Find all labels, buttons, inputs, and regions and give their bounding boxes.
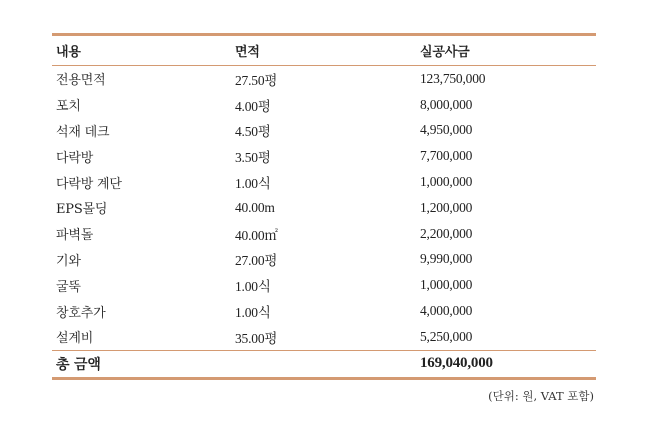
table-row — [52, 143, 596, 169]
table-row — [52, 195, 596, 221]
row-item: 굴뚝 — [56, 279, 81, 295]
row-item: 파벽돌 — [56, 228, 94, 244]
row-item: 창호추가 — [56, 305, 106, 321]
row-item: 포치 — [56, 99, 81, 115]
row-area: 40.00m — [235, 199, 275, 215]
total-row — [52, 351, 596, 377]
total-cost: 169,040,000 — [420, 355, 493, 372]
row-item: 다락방 — [56, 150, 94, 166]
row-item: EPS몰딩 — [56, 202, 108, 218]
row-area: 27.50평 — [235, 72, 278, 88]
row-cost: 7,700,000 — [420, 148, 473, 164]
row-cost: 9,990,000 — [420, 251, 473, 267]
row-area: 27.00평 — [235, 253, 278, 269]
row-item: 전용면적 — [56, 73, 106, 89]
table-bottom-rule — [52, 377, 596, 380]
table-row — [52, 92, 596, 118]
total-label: 총 금액 — [56, 356, 101, 373]
header-area: 면적 — [235, 45, 260, 60]
row-cost: 1,000,000 — [420, 174, 473, 190]
row-item: 다락방 계단 — [56, 176, 122, 192]
row-area: 4.50평 — [235, 124, 271, 140]
table-row — [52, 169, 596, 195]
table-body — [52, 66, 596, 350]
table-row — [52, 118, 596, 144]
row-item: 설계비 — [56, 331, 94, 347]
row-cost: 2,200,000 — [420, 225, 473, 241]
row-cost: 5,250,000 — [420, 328, 473, 344]
unit-note: (단위: 원, VAT 포함) — [488, 389, 594, 403]
row-area: 40.00㎡ — [235, 227, 278, 243]
row-cost: 4,950,000 — [420, 122, 473, 138]
row-cost: 123,750,000 — [420, 70, 486, 86]
row-cost: 4,000,000 — [420, 303, 473, 319]
cost-table — [52, 33, 596, 380]
table-row — [52, 324, 596, 350]
header-cost: 실공사금 — [420, 45, 470, 60]
table-row — [52, 247, 596, 273]
table-row — [52, 66, 596, 92]
row-area: 4.00평 — [235, 98, 271, 114]
table-row — [52, 272, 596, 298]
table-row — [52, 221, 596, 247]
header-item: 내용 — [56, 45, 81, 60]
row-item: 기와 — [56, 253, 81, 269]
row-cost: 1,000,000 — [420, 277, 473, 293]
row-area: 1.00식 — [235, 305, 271, 321]
row-cost: 1,200,000 — [420, 199, 473, 215]
row-area: 1.00식 — [235, 279, 271, 295]
table-header-row — [52, 36, 596, 65]
table-row — [52, 298, 596, 324]
row-item: 석재 데크 — [56, 124, 110, 140]
row-area: 3.50평 — [235, 150, 271, 166]
row-cost: 8,000,000 — [420, 96, 473, 112]
row-area: 1.00식 — [235, 176, 271, 192]
row-area: 35.00평 — [235, 330, 278, 346]
